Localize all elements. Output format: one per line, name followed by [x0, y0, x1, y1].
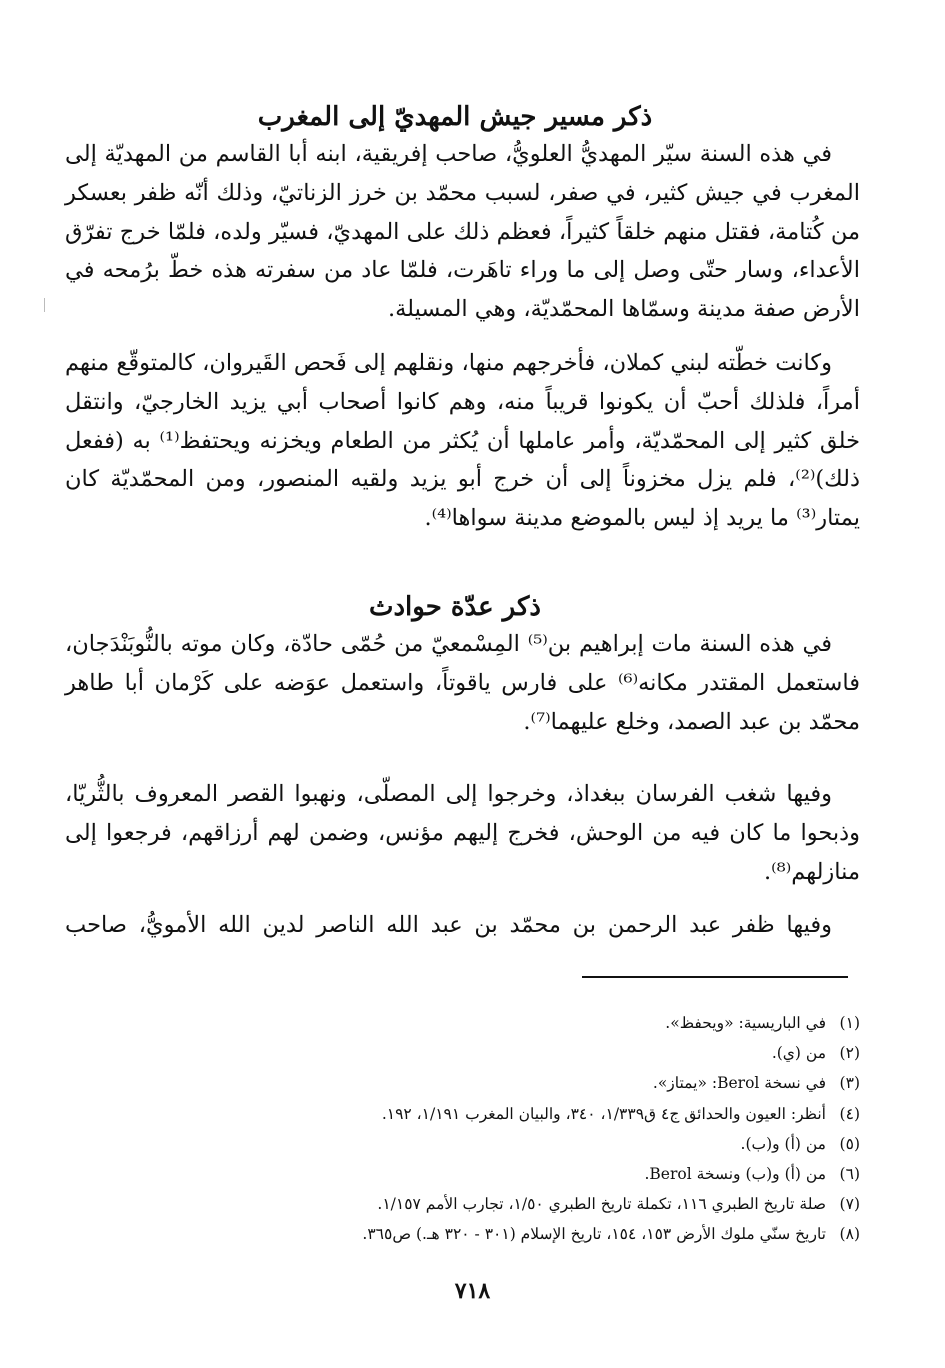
- footnotes-list: [65, 1008, 860, 1250]
- section-heading-events: ذكر عدّة حوادث: [369, 591, 541, 622]
- footnote-text: من (أ) و(ب).: [740, 1134, 826, 1153]
- footnote: [65, 1159, 860, 1189]
- footnote-text: في الباريسية: «ويحفظ».: [665, 1014, 826, 1032]
- scan-speck: [44, 298, 45, 312]
- footnote-number: (٤): [839, 1104, 860, 1123]
- footnote-text: من (أ) و(ب) ونسخة Berol.: [644, 1165, 826, 1184]
- footnote-text: أنظر: العيون والحدائق ج٤ ق١/٣٣٩، ٣٤٠، والبيان المغرب ١/١٩١، ١٩٢.: [381, 1104, 826, 1123]
- footnote: [65, 1068, 860, 1098]
- section-heading-mahdi-army: ذكر مسير جيش المهديّ إلى المغرب: [257, 102, 653, 133]
- paragraph-mahdi-army: في هذه السنة سيّر المهديُّ العلويُّ، صاحب إفريقية، ابنه أبا القاسم من المهديّة إلى المغرب في جيش كثير، في صفر، لسبب محمّد بن خرز الزناتيّ، وذلك أنّه ظفر بعسكر من كُتامة، فقتل منهم خلقاً كثيراً، فعظم ذلك على المهديّ، فسيّر ولده، فلمّا خرج تفرّق الأعداء، وسار حتّى وصل إلى ما وراء تاهَرت، فلمّا عاد من سفرته هذه خطّ برُمحه في الأرض صفة مدينة وسمّاها المحمّديّة، وهي المسيلة.: [65, 141, 860, 323]
- footnote-text: من (ي).: [771, 1044, 826, 1063]
- footnote-number: (٧): [839, 1195, 860, 1214]
- footnote-text: صلة تاريخ الطبري ١١٦، تكملة تاريخ الطبري ١/٥٠، تجارب الأمم ١/١٥٧.: [377, 1195, 826, 1214]
- footnote-text: في نسخة Berol: «يمتاز».: [652, 1074, 826, 1093]
- footnote-text: تاريخ سنّي ملوك الأرض ١٥٣، ١٥٤، تاريخ الإسلام (٣٠١ - ٣٢٠ هـ.) ص٣٦٥.: [362, 1225, 826, 1244]
- footnote-number: (١): [839, 1014, 860, 1032]
- footnote: [65, 1129, 860, 1159]
- footnote-number: (٨): [839, 1225, 860, 1244]
- paragraph-cavalry-riot: وفيها شغب الفرسان ببغداذ، وخرجوا إلى المصلّى، ونهبوا القصر المعروف بالثُّريّا، وذبحوا ما كان فيه من الوحش، فخرج إليهم مؤنس، وضمن لهم أرزاقهم، فرجعوا إلى منازلهم⁽⁸⁾.: [65, 781, 860, 885]
- footnote: [65, 1219, 860, 1249]
- footnote: [65, 1099, 860, 1129]
- footnote-number: (٥): [839, 1134, 860, 1153]
- footnote: [65, 1189, 860, 1219]
- footnote-number: (٣): [839, 1074, 860, 1093]
- footnote: [65, 1038, 860, 1068]
- paragraph-ibrahim-death: في هذه السنة مات إبراهيم بن⁽⁵⁾ المِسْمعيّ من حُمّى حادّة، وكان موته بالنُّوبَنْدَجان، فاستعمل المقتدر مكانه⁽⁶⁾ على فارس ياقوتاً، واستعمل عوَضه على كَرْمان أبا طاهر محمّد بن عبد الصمد، وخلع عليهما⁽⁷⁾.: [65, 631, 860, 735]
- page-number: ٧١٨: [454, 1278, 491, 1304]
- paragraph-muhammadiyya: وكانت خطّته لبني كملان، فأخرجهم منها، ونقلهم إلى فَحص القَيروان، كالمتوقّع منهم أمراً، فلذلك أحبّ أن يكونوا قريباً منه، وهم كانوا أصحاب أبي يزيد الخارجيّ، وانتقل خلق كثير إلى المحمّديّة، وأمر عاملها أن يُكثر من الطعام ويخزنه ويحتفظ⁽¹⁾ به (ففعل ذلك)⁽²⁾، فلم يزل مخزوناً إلى أن خرج أبو يزيد ولقيه المنصور، ومن المحمّديّة كان يمتار⁽³⁾ ما يريد إذ ليس بالموضع مدينة سواها⁽⁴⁾.: [65, 350, 860, 532]
- footnote-number: (٢): [839, 1044, 860, 1063]
- footnote-separator: [582, 976, 848, 978]
- footnote-number: (٦): [839, 1165, 860, 1184]
- footnote: [65, 1008, 860, 1038]
- paragraph-abd-al-rahman: وفيها ظفر عبد الرحمن بن محمّد بن عبد الله الناصر لدين الله الأمويُّ، صاحب: [65, 912, 832, 938]
